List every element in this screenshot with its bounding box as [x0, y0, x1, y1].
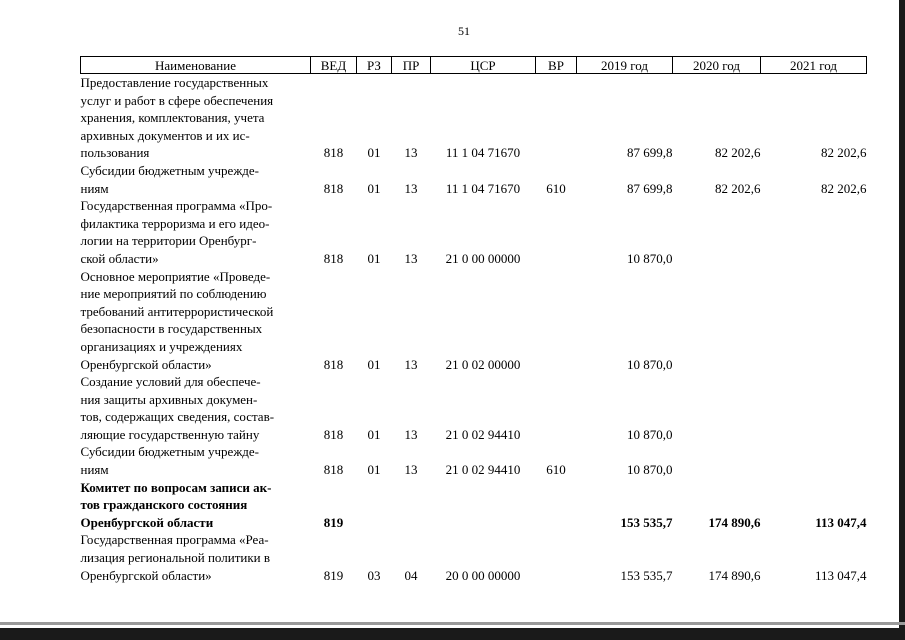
row-name-line: ниям: [80, 462, 109, 478]
row-2021-value: 82 202,6: [821, 180, 867, 196]
table-row: [81, 373, 867, 443]
budget-table: [80, 56, 867, 584]
scan-frame-bottom-edge: [0, 628, 905, 640]
row-name-line: тов гражданского состояния: [80, 497, 248, 513]
row-2019-value: 153 535,7: [620, 514, 673, 530]
table-row: [81, 197, 867, 267]
row-pr: 13: [404, 145, 418, 161]
row-2021-value: [761, 268, 867, 374]
row-name-line: ниям: [80, 180, 109, 196]
row-name-line: организациях и учреждениях: [80, 338, 243, 354]
scan-frame-bottom-shadow: [0, 622, 905, 625]
row-name-line: Основное мероприятие «Проведе-: [80, 268, 271, 284]
row-name-line: Оренбургской области»: [80, 567, 212, 583]
header-2019: 2019 год: [577, 57, 673, 74]
row-rz: 01: [367, 462, 381, 478]
row-vr: [536, 197, 577, 267]
row-name-line: ние мероприятий по соблюдению: [80, 286, 267, 302]
row-csr: 11 1 04 71670: [445, 180, 521, 196]
row-name-line: хранения, комплектования, учета: [80, 110, 265, 126]
row-ved: 818: [323, 145, 344, 161]
row-name-line: Комитет по вопросам записи ак-: [80, 479, 272, 495]
row-rz: 01: [367, 180, 381, 196]
header-ved: ВЕД: [311, 57, 357, 74]
row-pr: 13: [404, 462, 418, 478]
row-name-line: Государственная программа «Реа-: [80, 532, 269, 548]
row-pr: [392, 479, 431, 532]
row-csr: [431, 479, 536, 532]
row-name-line: Оренбургской области»: [80, 356, 212, 372]
row-pr: 13: [404, 250, 418, 266]
row-vr: [536, 479, 577, 532]
row-rz: 01: [367, 426, 381, 442]
row-name-line: филактика терроризма и его идео-: [80, 215, 270, 231]
row-csr: 21 0 02 00000: [445, 356, 521, 372]
row-rz: 01: [367, 250, 381, 266]
row-2019-value: 10 870,0: [627, 426, 673, 442]
row-csr: 21 0 02 94410: [445, 426, 521, 442]
table-body: [81, 74, 867, 585]
row-ved: 819: [323, 514, 344, 530]
row-ved: 818: [323, 426, 344, 442]
row-vr: 610: [546, 462, 566, 478]
row-rz: 03: [367, 567, 381, 583]
row-2020-value: 82 202,6: [715, 145, 761, 161]
row-name-line: услуг и работ в сфере обеспечения: [80, 92, 274, 108]
row-ved: 819: [323, 567, 344, 583]
row-ved: 818: [323, 250, 344, 266]
header-vr: ВР: [536, 57, 577, 74]
row-2020-value: [673, 197, 761, 267]
row-name-line: требований антитеррористической: [80, 303, 274, 319]
header-2020: 2020 год: [673, 57, 761, 74]
row-name-line: архивных документов и их ис-: [80, 127, 250, 143]
header-2021: 2021 год: [761, 57, 867, 74]
table-row: [81, 479, 867, 532]
row-name: [81, 479, 311, 532]
row-ved: 818: [323, 356, 344, 372]
row-vr: [536, 373, 577, 443]
row-name-line: тов, содержащих сведения, состав-: [80, 409, 275, 425]
row-2020-value: [673, 443, 761, 478]
row-rz: 01: [367, 356, 381, 372]
header-name: Наименование: [81, 57, 311, 74]
row-name-line: логии на территории Оренбург-: [80, 233, 257, 249]
row-csr: 21 0 00 00000: [445, 250, 521, 266]
row-2020-value: [673, 373, 761, 443]
row-ved: 818: [323, 180, 344, 196]
row-csr: 21 0 02 94410: [445, 462, 521, 478]
table-row: [81, 74, 867, 162]
row-pr: 04: [404, 567, 418, 583]
row-2021-value: 82 202,6: [821, 145, 867, 161]
header-pr: ПР: [392, 57, 431, 74]
row-vr: [536, 531, 577, 584]
table-row: [81, 268, 867, 374]
row-name-line: Оренбургской области: [80, 514, 214, 530]
table-header-row: [81, 57, 867, 74]
row-name-line: Создание условий для обеспече-: [80, 374, 261, 390]
row-2019-value: 10 870,0: [627, 462, 673, 478]
row-2020-value: [673, 268, 761, 374]
row-name-line: Государственная программа «Про-: [80, 198, 273, 214]
row-name: [81, 531, 311, 584]
row-name-line: Предоставление государственных: [80, 75, 269, 90]
row-csr: 11 1 04 71670: [445, 145, 521, 161]
row-name-line: Субсидии бюджетным учрежде-: [80, 444, 260, 460]
row-name: [81, 74, 311, 162]
row-vr: [536, 268, 577, 374]
row-2019-value: 153 535,7: [620, 567, 673, 583]
row-2021-value: [761, 197, 867, 267]
table-row: [81, 162, 867, 197]
row-rz: [357, 479, 392, 532]
row-pr: 13: [404, 180, 418, 196]
row-name: [81, 443, 311, 478]
row-name: [81, 197, 311, 267]
row-vr: 610: [546, 180, 566, 196]
row-2021-value: [761, 373, 867, 443]
row-2019-value: 87 699,8: [627, 145, 673, 161]
row-name-line: Субсидии бюджетным учрежде-: [80, 162, 260, 178]
row-pr: 13: [404, 426, 418, 442]
row-vr: [536, 74, 577, 162]
row-pr: 13: [404, 356, 418, 372]
table-row: [81, 443, 867, 478]
row-2021-value: 113 047,4: [815, 514, 867, 530]
row-2021-value: [761, 443, 867, 478]
row-name-line: пользования: [80, 145, 150, 161]
header-csr: ЦСР: [431, 57, 536, 74]
row-2019-value: 10 870,0: [627, 356, 673, 372]
row-2020-value: 82 202,6: [715, 180, 761, 196]
row-2020-value: 174 890,6: [708, 567, 761, 583]
table-row: [81, 531, 867, 584]
scan-frame-right-edge: [899, 0, 905, 640]
header-rz: РЗ: [357, 57, 392, 74]
row-name-line: безопасности в государственных: [80, 321, 263, 337]
row-rz: 01: [367, 145, 381, 161]
row-name-line: ния защиты архивных докумен-: [80, 391, 258, 407]
row-name-line: лизация региональной политики в: [80, 550, 271, 566]
row-name: [81, 268, 311, 374]
row-2019-value: 87 699,8: [627, 180, 673, 196]
row-name: [81, 373, 311, 443]
row-csr: 20 0 00 00000: [445, 567, 521, 583]
row-2019-value: 10 870,0: [627, 250, 673, 266]
page-number: 51: [458, 24, 470, 38]
row-2021-value: 113 047,4: [814, 567, 867, 583]
row-name-line: ской области»: [80, 250, 159, 266]
row-name-line: ляющие государственную тайну: [80, 426, 260, 442]
row-ved: 818: [323, 462, 344, 478]
row-2020-value: 174 890,6: [708, 514, 761, 530]
row-name: [81, 162, 311, 197]
